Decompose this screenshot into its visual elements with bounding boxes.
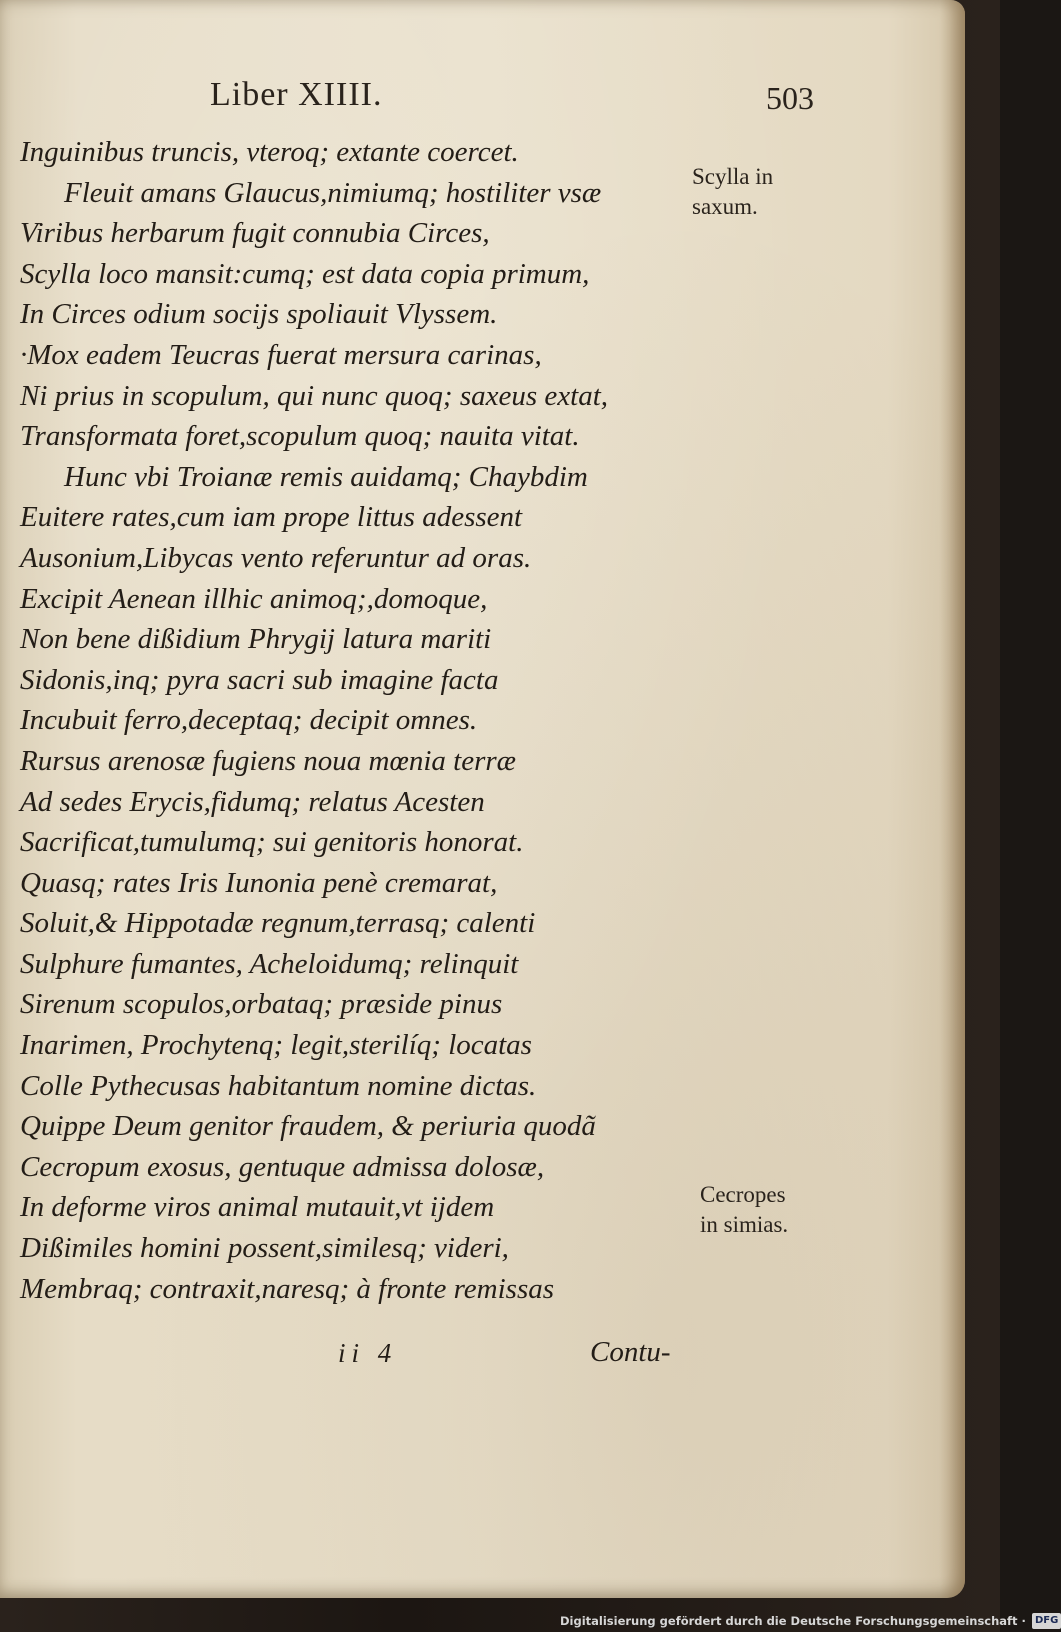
verse-line: Colle Pythecusas habitantum nomine dictas.: [20, 1069, 537, 1102]
verse-line: Transformata foret,scopulum quoq; nauita vitat.: [20, 420, 580, 453]
marginal-note-line: Cecropes: [700, 1182, 786, 1207]
verse-line: Euitere rates,cum iam prope littus adessent: [20, 501, 523, 534]
verse-line: Hunc vbi Troianæ remis auidamq; Chaybdim: [64, 460, 588, 493]
verse-line: Quasq; rates Iris Iunonia penè cremarat,: [20, 866, 498, 899]
marginal-note-line: saxum.: [692, 194, 758, 219]
funding-credit: Digitalisierung gefördert durch die Deutsche Forschungsgemeinschaft ·: [560, 1614, 1026, 1628]
verse-line: Excipit Aenean illhic animoq;,domoque,: [20, 582, 488, 615]
running-head: Liber XIIII.: [210, 76, 383, 113]
verse-line: Dißimiles homini possent,similesq; videri,: [20, 1232, 509, 1265]
page-edge-shadow: [940, 0, 965, 1598]
verse-line: Incubuit ferro,deceptaq; decipit omnes.: [20, 704, 478, 737]
verse-line: Cecropum exosus, gentuque admissa dolosæ,: [20, 1150, 545, 1183]
verse-line: Inarimen, Prochytenq; legit,sterilíq; locatas: [20, 1029, 532, 1062]
verse-line: Soluit,& Hippotadæ regnum,terrasq; calenti: [20, 907, 536, 940]
verse-line: Sacrificat,tumulumq; sui genitoris honorat.: [20, 826, 524, 859]
verse-line: Scylla loco mansit:cumq; est data copia primum,: [20, 257, 590, 290]
verse-line: Sulphure fumantes, Acheloidumq; relinquit: [20, 947, 519, 980]
verse-line: Ausonium,Libycas vento referuntur ad oras.: [20, 541, 532, 574]
dfg-logo: DFG: [1032, 1613, 1061, 1629]
verse-line: Quippe Deum genitor fraudem, & periuria quodã: [20, 1110, 596, 1143]
verse-line: Rursus arenosæ fugiens noua mœnia terræ: [20, 744, 516, 777]
marginal-note-cecropes: [700, 1180, 788, 1240]
verse-line: Ni prius in scopulum, qui nunc quoq; saxeus extat,: [20, 379, 609, 412]
verse-line: Sidonis,inq; pyra sacri sub imagine facta: [20, 663, 499, 696]
verse-line: Sirenum scopulos,orbataq; præside pinus: [20, 988, 503, 1021]
digitization-footer: [560, 1610, 1061, 1632]
verse-line: Ad sedes Erycis,fidumq; relatus Acesten: [20, 785, 485, 818]
verse-line: Inguinibus truncis, vteroq; extante coercet.: [20, 136, 519, 168]
page-number: 503: [766, 80, 814, 116]
marginal-note-scylla: [692, 162, 773, 222]
verse-line: Non bene dißidium Phrygij latura mariti: [20, 623, 492, 656]
marginal-note-line: in simias.: [700, 1212, 789, 1237]
signature-mark: ii 4: [338, 1338, 398, 1368]
verse-block: [20, 132, 700, 1309]
verse-line: Viribus herbarum fugit connubia Circes,: [20, 217, 490, 250]
verse-line: ·Mox eadem Teucras fuerat mersura carinas,: [20, 338, 542, 371]
catchword: Contu-: [590, 1336, 671, 1368]
verse-line: Membraq; contraxit,naresq; à fronte remissas: [20, 1272, 555, 1305]
marginal-note-line: Scylla in: [692, 164, 774, 189]
verse-line: In deforme viros animal mutauit,vt ijdem: [20, 1191, 495, 1224]
verse-line: In Circes odium socijs spoliauit Vlyssem.: [20, 298, 498, 331]
verse-line: Fleuit amans Glaucus,nimiumq; hostiliter vsæ: [64, 176, 602, 209]
